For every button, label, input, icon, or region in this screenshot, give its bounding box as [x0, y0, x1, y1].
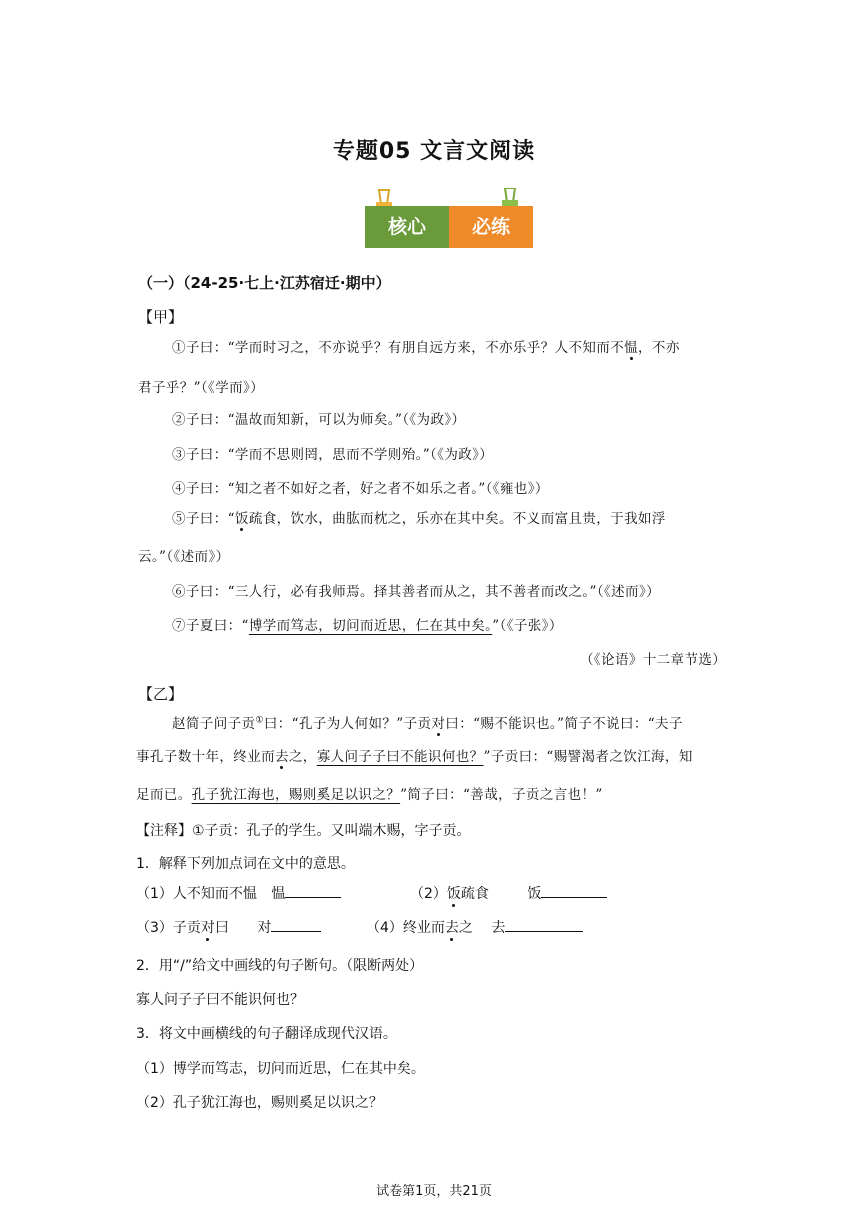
passage-line: ⑦子夏曰：“博学而笃志，切问而近思，仁在其中矣。”（《子张》） [172, 618, 563, 634]
question-2-sentence: 寡人问子子曰不能识何也？ [136, 992, 304, 1008]
dotted-word: 愠 [624, 336, 638, 356]
passage-line: ⑥子曰：“三人行，必有我师焉。择其善者而从之，其不善者而改之。”（《述而》） [172, 584, 661, 600]
badge-right-label: 必练 [471, 216, 510, 238]
underlined-sentence: 孔子犹江海也，赐则奚足以识之？ [191, 787, 401, 803]
passage-line: 云。”（《述而》） [138, 549, 230, 565]
underlined-sentence: 寡人问子子曰不能识何也？ [316, 749, 484, 765]
dotted-word: 去 [445, 917, 459, 937]
passage-line: ④子曰：“知之者不如好之者，好之者不如乐之者。”（《雍也》） [172, 481, 549, 497]
binder-clip-icon [502, 188, 518, 208]
underlined-sentence: 博学而笃志，切问而近思，仁在其中矣。 [248, 618, 493, 634]
question-1-item: （1）人不知而不愠 愠 [136, 883, 341, 903]
question-2: 2．用“/”给文中画线的句子断句。（限断两处） [136, 958, 424, 974]
answer-blank[interactable] [505, 917, 583, 932]
section-heading: （一）（24-25·七上·江苏宿迁·期中） [138, 274, 391, 292]
yi-label: 【乙】 [138, 685, 184, 703]
question-3: 3．将文中画横线的句子翻译成现代汉语。 [136, 1026, 397, 1042]
dotted-word: 饭 [235, 507, 249, 527]
passage-line: ①子曰：“学而时习之，不亦说乎？有朋自远方来，不亦乐乎？人不知而不愠，不亦 [172, 336, 680, 356]
passage-line: 君子乎？”（《学而》） [138, 380, 265, 396]
passage-line: ②子曰：“温故而知新，可以为师矣。”（《为政》） [172, 412, 466, 428]
dotted-word: 对 [431, 712, 445, 732]
passage-line: ③子曰：“学而不思则罔，思而不学则殆。”（《为政》） [172, 447, 494, 463]
passage-source: （《论语》十二章节选） [580, 652, 727, 668]
question-1: 1．解释下列加点词在文中的意思。 [136, 856, 355, 872]
passage-line: 赵简子问子贡①曰：“孔子为人何如？”子贡对曰：“赐不能识也。”简子不说曰：“夫子 [172, 712, 683, 732]
question-1-item: （3）子贡对曰 对 [136, 917, 321, 937]
page-title: 专题05 文言文阅读 [332, 139, 536, 164]
dotted-word: 去 [275, 745, 289, 765]
passage-line: 事孔子数十年，终业而去之，寡人问子子曰不能识何也？”子贡曰：“赐譬渴者之饮江海，知 [136, 745, 693, 765]
question-3-item: （1）博学而笃志，切问而近思，仁在其中矣。 [136, 1061, 425, 1077]
answer-blank[interactable] [285, 883, 341, 898]
dotted-word: 饭 [447, 883, 461, 903]
question-1-item: （2）饭疏食 饭 [410, 883, 607, 903]
annotation-note: 【注释】①子贡：孔子的学生。又叫端木赐，字子贡。 [136, 823, 471, 839]
answer-blank[interactable] [541, 883, 607, 898]
question-1-item: （4）终业而去之 去 [366, 917, 583, 937]
passage-line: 足而已。孔子犹江海也，赐则奚足以识之？”简子曰：“善哉，子贡之言也！” [136, 787, 603, 803]
core-practice-badge [365, 188, 533, 250]
jia-label: 【甲】 [138, 308, 184, 326]
answer-blank[interactable] [271, 917, 321, 932]
badge-left-label: 核心 [387, 216, 426, 238]
page-footer: 试卷第1页，共21页 [376, 1184, 492, 1199]
question-3-item: （2）孔子犹江海也，赐则奚足以识之？ [136, 1095, 383, 1111]
dotted-word: 对 [201, 917, 215, 937]
passage-line: ⑤子曰：“饭疏食，饮水，曲肱而枕之，乐亦在其中矣。不义而富且贵，于我如浮 [172, 507, 666, 527]
